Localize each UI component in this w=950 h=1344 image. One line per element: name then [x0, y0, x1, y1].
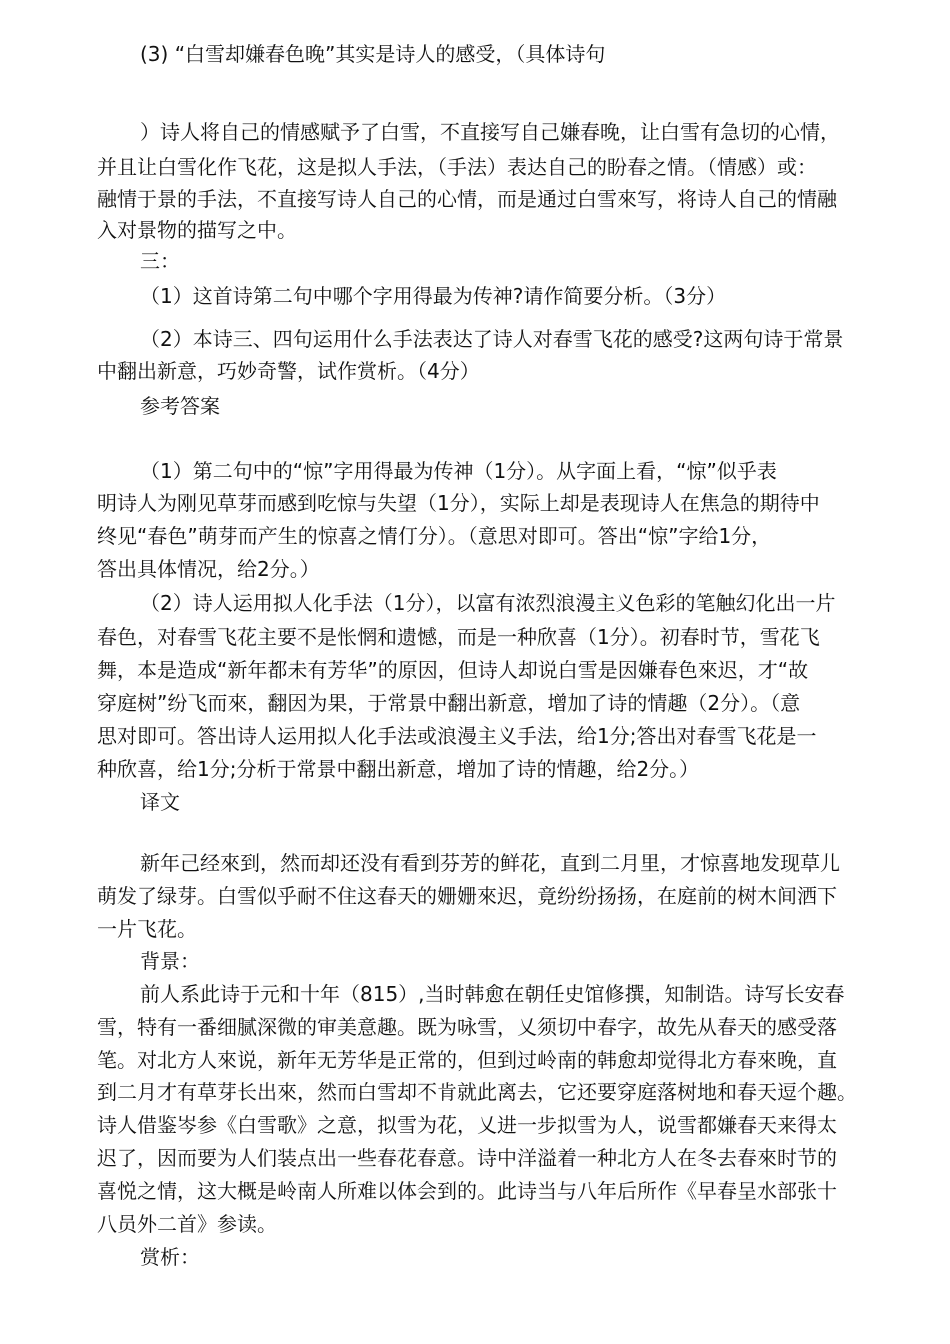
text-line: (3) “白雪却嫌春色晚”其实是诗人的感受，（具体诗句 [140, 42, 606, 66]
text-line: 雪，特有一番细腻深微的审美意趣。既为咏雪，乂须切中春字，故先从春天的感受落 [97, 1015, 837, 1039]
text-line: 到二月才有草芽长出來，然而白雪却不肯就此离去，它还要穿庭落树地和春天逗个趣。 [97, 1080, 857, 1104]
text-line: 入对景物的描写之中。 [97, 218, 297, 242]
text-line: 萌发了绿芽。白雪似乎耐不住这春天的姗姗來迟，竟纷纷扬扬，在庭前的树木间洒下 [97, 884, 837, 908]
text-line: 并且让白雪化作飞花，这是拟人手法，（手法）表达自己的盼春之情。（情感）或： [97, 155, 817, 179]
text-line: 一片飞花。 [97, 917, 197, 941]
section-heading: 译文 [140, 790, 180, 814]
text-line: 前人系此诗于元和十年（815）,当时韩愈在朝任史馆修撰，知制诰。诗写长安春 [140, 982, 845, 1006]
text-line: 终见“春色”萌芽而产生的惊喜之情仃分）。（意思对即可。答出“惊”字给1分， [97, 524, 772, 548]
text-line: 答出具体情况，给2分。） [97, 557, 320, 581]
section-heading: 背景： [140, 949, 200, 973]
text-line: 融情于景的手法，不直接写诗人自己的心情，而是通过白雪來写，将诗人自己的情融 [97, 187, 837, 211]
text-line: 八员外二首》参读。 [97, 1212, 277, 1236]
text-line: 诗人借鉴岑参《白雪歌》之意，拟雪为花，乂进一步拟雪为人，说雪都嫌春天来得太 [97, 1113, 837, 1137]
text-line: 穿庭树”纷飞而來，翻因为果，于常景中翻出新意，增加了诗的情趣（2分）。（意 [97, 691, 801, 715]
text-line: 明诗人为刚见草芽而感到吃惊与失望（1分），实际上却是表现诗人在焦急的期待中 [97, 491, 820, 515]
text-line: 春色，对春雪飞花主要不是怅惘和遗憾，而是一种欣喜（1分）。初春时节，雪花飞 [97, 625, 820, 649]
question-item: （2）本诗三、四句运用什么手法表达了诗人对春雪飞花的感受?这两句诗于常景 [140, 327, 844, 351]
text-line: 迟了，因而要为人们装点出一些春花春意。诗中洋溢着一种北方人在冬去春來时节的 [97, 1146, 837, 1170]
text-line: 新年己经來到，然而却还没有看到芬芳的鲜花，直到二月里，才惊喜地发现草儿 [140, 851, 840, 875]
text-line: 舞，本是造成“新年都未有芳华”的原因，但诗人却说白雪是因嫌春色來迟，才“故 [97, 658, 809, 682]
section-heading: 赏析： [140, 1245, 200, 1269]
text-line: 种欣喜，给1分;分析于常景中翻出新意，增加了诗的情趣，给2分。） [97, 757, 700, 781]
text-line: ）诗人将自己的情感赋予了白雪，不直接写自己嫌春晚，让白雪有急切的心情， [140, 120, 840, 144]
question-item: （1）这首诗第二句中哪个字用得最为传神?请作简要分析。（3分） [140, 284, 727, 308]
answer-item: （2）诗人运用拟人化手法（1分），以富有浓烈浪漫主义色彩的笔触幻化出一片 [140, 591, 836, 615]
text-line: 思对即可。答出诗人运用拟人化手法或浪漫主义手法，给1分;答出对春雪飞花是一 [97, 724, 817, 748]
text-line: 喜悦之情，这大概是岭南人所难以体会到的。此诗当与八年后所作《早春呈水部张十 [97, 1179, 837, 1203]
section-heading: 参考答案 [140, 394, 220, 418]
text-line: 中翻出新意，巧妙奇警，试作赏析。（4分） [97, 359, 480, 383]
answer-item: （1）第二句中的“惊”字用得最为传神（1分）。从字面上看，“惊”似乎表 [140, 459, 777, 483]
section-heading: 三： [140, 249, 180, 273]
text-line: 笔。对北方人來说，新年无芳华是正常的，但到过岭南的韩愈却觉得北方春來晚，直 [97, 1048, 837, 1072]
